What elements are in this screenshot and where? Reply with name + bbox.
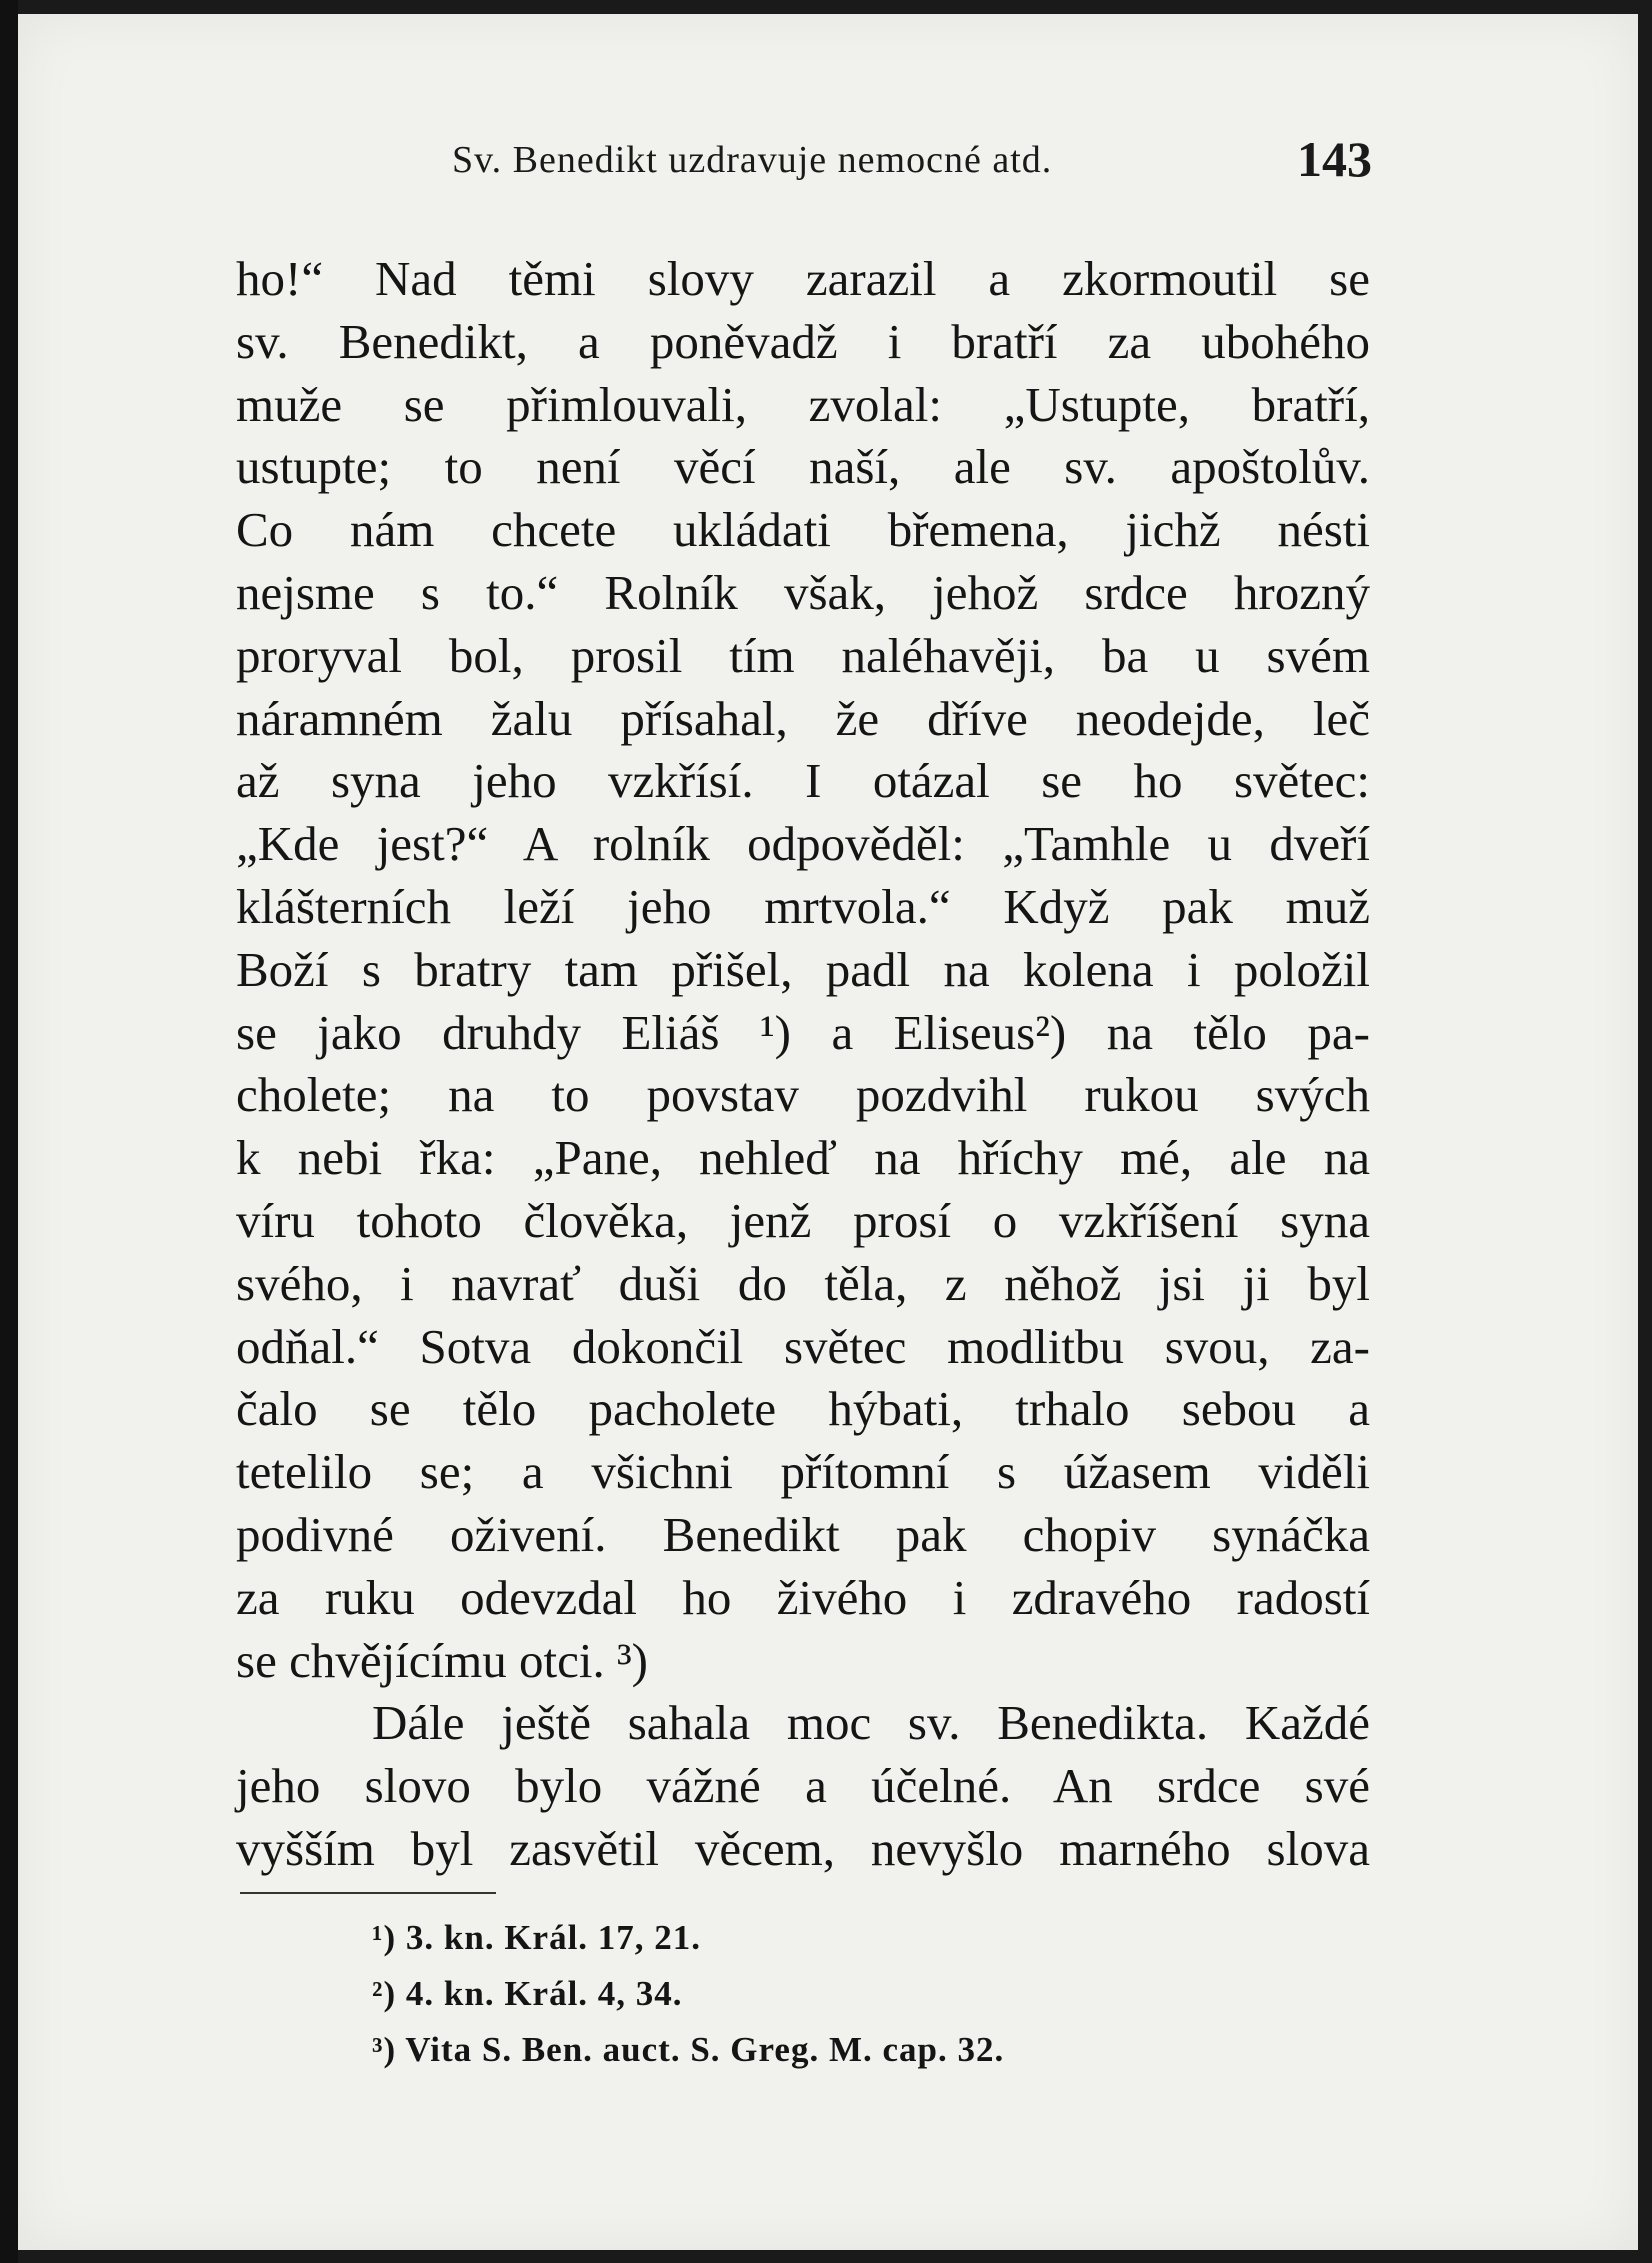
- text-line: jeho slovo bylo vážné a účelné. An srdce své: [236, 1758, 1370, 1814]
- text-line: klášterních leží jeho mrtvola.“ Když pak muž: [236, 878, 1370, 934]
- text-line: se jako druhdy Eliáš ¹) a Eliseus²) na tělo pa-: [236, 1004, 1370, 1060]
- running-title: Sv. Benedikt uzdravuje nemocné atd.: [452, 139, 1053, 181]
- text-line: za ruku odevzdal ho živého i zdravého radostí: [236, 1569, 1370, 1625]
- footnote-1: ¹) 3. kn. Král. 17, 21.: [372, 1918, 702, 1957]
- paragraph-end-line: se chvějícímu otci. ³): [236, 1632, 649, 1688]
- text-line: čalo se tělo pacholete hýbati, trhalo sebou a: [236, 1381, 1370, 1437]
- text-line: nejsme s to.“ Rolník však, jehož srdce hrozný: [236, 564, 1370, 620]
- text-line: ho!“ Nad těmi slovy zarazil a zkormoutil se: [236, 251, 1370, 306]
- page-number: 143: [1297, 131, 1372, 187]
- footnote-2: ²) 4. kn. Král. 4, 34.: [372, 1974, 683, 2013]
- text-line: proryval bol, prosil tím naléhavěji, ba u svém: [236, 627, 1370, 683]
- text-line: Co nám chcete ukládati břemena, jichž nésti: [236, 502, 1370, 558]
- text-line: cholete; na to povstav pozdvihl rukou svých: [236, 1067, 1370, 1123]
- page-edge-shadow: [0, 0, 18, 2263]
- footnotes: [372, 1910, 1272, 2078]
- footnote-divider: [240, 1892, 496, 1894]
- text-line: Boží s bratry tam přišel, padl na kolena i položil: [236, 941, 1370, 997]
- text-line: vyšším byl zasvětil věcem, nevyšlo marného slova: [236, 1820, 1370, 1876]
- text-line: k nebi řka: „Pane, nehleď na hříchy mé, ale na: [236, 1130, 1370, 1186]
- text-line: svého, i navrať duši do těla, z něhož jsi ji byl: [236, 1255, 1370, 1311]
- text-line: „Kde jest?“ A rolník odpověděl: „Tamhle u dveří: [236, 816, 1370, 872]
- page-header: [452, 130, 1372, 190]
- text-line: náramném žalu přísahal, že dříve neodejde, leč: [236, 690, 1370, 746]
- text-line: tetelilo se; a všichni přítomní s úžasem viděli: [236, 1444, 1370, 1500]
- text-line: až syna jeho vzkřísí. I otázal se ho světec:: [236, 753, 1370, 809]
- text-line: sv. Benedikt, a poněvadž i bratří za ubohého: [236, 313, 1370, 369]
- text-line: ustupte; to není věcí naší, ale sv. apoštolův.: [236, 439, 1370, 495]
- text-line: odňal.“ Sotva dokončil světec modlitbu svou, za-: [236, 1318, 1370, 1374]
- text-line: víru tohoto člověka, jenž prosí o vzkříšení syna: [236, 1192, 1370, 1248]
- paragraph-start-line: Dále ještě sahala moc sv. Benedikta. Každé: [372, 1695, 1370, 1751]
- body-text: [236, 248, 1370, 1881]
- footnote-3: ³) Vita S. Ben. auct. S. Greg. M. cap. 32.: [372, 2030, 1005, 2069]
- text-line: podivné oživení. Benedikt pak chopiv synáčka: [236, 1506, 1370, 1562]
- text-line: muže se přimlouvali, zvolal: „Ustupte, bratří,: [236, 376, 1370, 432]
